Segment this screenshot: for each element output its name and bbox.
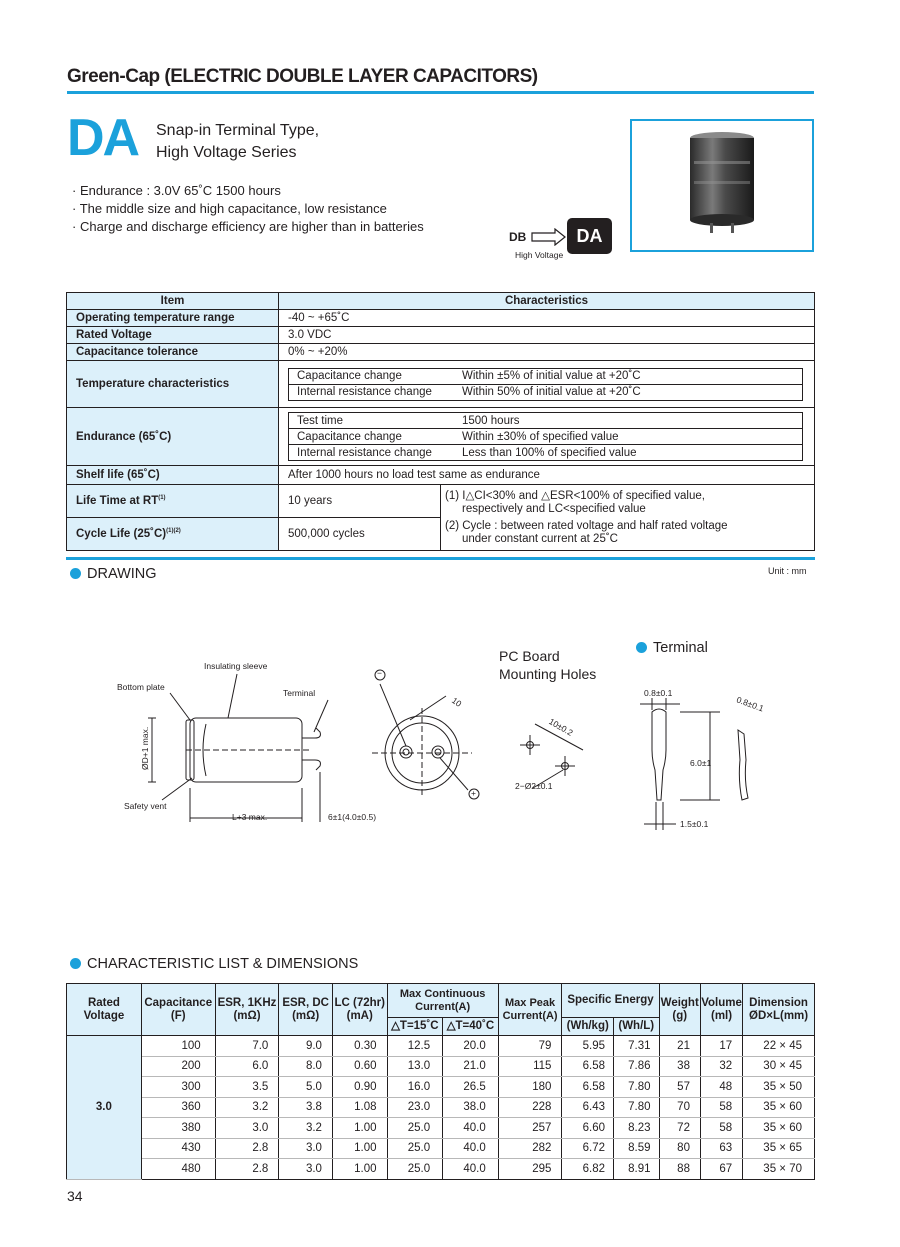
table-cell: 3.2 bbox=[279, 1118, 333, 1139]
feature-item: · The middle size and high capacitance, low resistance bbox=[72, 200, 424, 218]
lineage-note: High Voltage bbox=[515, 250, 564, 260]
table-cell: 3.2 bbox=[215, 1097, 279, 1118]
sub-value: Less than 100% of specified value bbox=[454, 445, 803, 461]
table-cell: 7.86 bbox=[614, 1056, 660, 1077]
bullet-dot-icon bbox=[70, 958, 81, 969]
series-badge: DA bbox=[567, 218, 612, 254]
col-dt15: △T=15˚C bbox=[387, 1018, 443, 1036]
table-cell: 3.8 bbox=[279, 1097, 333, 1118]
bullet-dot-icon bbox=[636, 642, 647, 653]
spec-label bbox=[67, 518, 279, 551]
table-cell: 9.0 bbox=[279, 1036, 333, 1057]
table-cell: 58 bbox=[700, 1118, 742, 1139]
table-cell: 70 bbox=[659, 1097, 700, 1118]
col-label: ESR, DC bbox=[282, 996, 329, 1009]
table-cell: 7.80 bbox=[614, 1077, 660, 1098]
sub-label: Internal resistance change bbox=[289, 445, 455, 461]
footnotes bbox=[441, 485, 815, 550]
table-cell: 32 bbox=[700, 1056, 742, 1077]
note-1b: respectively and LC<specified value bbox=[462, 502, 646, 515]
list-title-text: CHARACTERISTIC LIST & DIMENSIONS bbox=[87, 956, 359, 972]
series-description bbox=[156, 120, 319, 164]
life-subtable bbox=[67, 485, 814, 550]
product-photo bbox=[630, 119, 814, 252]
table-cell: 0.30 bbox=[332, 1036, 387, 1057]
table-cell: 13.0 bbox=[387, 1056, 443, 1077]
table-cell: 38.0 bbox=[443, 1097, 499, 1118]
table-cell: 35 × 70 bbox=[743, 1159, 815, 1180]
insulating-sleeve-label: Insulating sleeve bbox=[204, 661, 268, 671]
pcb-title-line-1: PC Board bbox=[499, 648, 560, 664]
table-cell: 26.5 bbox=[443, 1077, 499, 1098]
table-cell: 6.58 bbox=[562, 1077, 614, 1098]
page-title: Green-Cap (ELECTRIC DOUBLE LAYER CAPACITORS) bbox=[67, 66, 538, 87]
life-label: Life Time at RT bbox=[76, 495, 159, 507]
col-unit: (mΩ) bbox=[233, 1009, 261, 1022]
table-cell: 6.72 bbox=[562, 1138, 614, 1159]
table-cell: 30 × 45 bbox=[743, 1056, 815, 1077]
minus-sign: − bbox=[377, 668, 382, 678]
table-cell: 300 bbox=[141, 1077, 215, 1098]
table-cell: 295 bbox=[498, 1159, 562, 1180]
table-cell: 7.0 bbox=[215, 1036, 279, 1057]
table-cell: 3.0 bbox=[215, 1118, 279, 1139]
table-cell: 282 bbox=[498, 1138, 562, 1159]
feature-item: · Charge and discharge efficiency are higher than in batteries bbox=[72, 218, 424, 236]
table-cell: 6.60 bbox=[562, 1118, 614, 1139]
table-cell: 12.5 bbox=[387, 1036, 443, 1057]
table-cell: 40.0 bbox=[443, 1118, 499, 1139]
table-cell: 380 bbox=[141, 1118, 215, 1139]
pcb-pitch-label: 10±0.2 bbox=[547, 716, 575, 738]
spec-value bbox=[279, 361, 815, 408]
table-cell: 38 bbox=[659, 1056, 700, 1077]
table-cell: 1.00 bbox=[332, 1138, 387, 1159]
terminal-base-label: 1.5±0.1 bbox=[680, 819, 709, 829]
col-unit: ØD×L(mm) bbox=[749, 1009, 809, 1022]
bottom-plate-label: Bottom plate bbox=[117, 682, 165, 692]
sub-value: 1500 hours bbox=[454, 413, 803, 429]
lead-length-label: 6±1(4.0±0.5) bbox=[328, 812, 377, 822]
sub-value: Within ±30% of specified value bbox=[454, 429, 803, 445]
table-cell: 257 bbox=[498, 1118, 562, 1139]
table-cell: 67 bbox=[700, 1159, 742, 1180]
col-capacitance bbox=[141, 984, 215, 1036]
col-header-characteristics: Characteristics bbox=[279, 293, 815, 310]
table-row bbox=[67, 1077, 815, 1098]
spec-value: -40 ~ +65˚C bbox=[279, 310, 815, 327]
temp-char-subtable bbox=[288, 368, 803, 401]
table-row bbox=[67, 1138, 815, 1159]
table-cell: 180 bbox=[498, 1077, 562, 1098]
table-cell: 40.0 bbox=[443, 1138, 499, 1159]
table-row bbox=[67, 1097, 815, 1118]
endurance-subtable bbox=[288, 412, 803, 461]
spec-label: Operating temperature range bbox=[67, 310, 279, 327]
col-esr-1k bbox=[215, 984, 279, 1036]
spec-table bbox=[66, 292, 815, 551]
spec-label: Rated Voltage bbox=[67, 327, 279, 344]
page-number: 34 bbox=[67, 1188, 83, 1204]
table-cell: 8.59 bbox=[614, 1138, 660, 1159]
table-rule bbox=[66, 557, 815, 560]
table-cell: 5.0 bbox=[279, 1077, 333, 1098]
table-cell: 480 bbox=[141, 1159, 215, 1180]
col-esr-dc bbox=[279, 984, 333, 1036]
series-line-1: Snap-in Terminal Type, bbox=[156, 122, 320, 139]
col-wh-l: (Wh/L) bbox=[614, 1018, 660, 1036]
table-cell: 48 bbox=[700, 1077, 742, 1098]
spec-value: 500,000 cycles bbox=[279, 518, 441, 551]
col-dimension bbox=[743, 984, 815, 1036]
characteristic-table bbox=[66, 983, 815, 1180]
table-cell: 8.91 bbox=[614, 1159, 660, 1180]
col-dt40: △T=40˚C bbox=[443, 1018, 499, 1036]
spec-value: After 1000 hours no load test same as endurance bbox=[279, 466, 815, 485]
table-cell: 3.0 bbox=[279, 1159, 333, 1180]
col-label: LC (72hr) bbox=[334, 996, 385, 1009]
table-cell: 58 bbox=[700, 1097, 742, 1118]
table-cell: 8.0 bbox=[279, 1056, 333, 1077]
table-cell: 63 bbox=[700, 1138, 742, 1159]
table-cell: 35 × 50 bbox=[743, 1077, 815, 1098]
bullet-dot-icon bbox=[70, 568, 81, 579]
drawing-section-title bbox=[70, 566, 157, 582]
length-label: L+3 max. bbox=[232, 812, 268, 822]
spec-label bbox=[67, 485, 279, 518]
table-cell: 25.0 bbox=[387, 1138, 443, 1159]
table-cell: 16.0 bbox=[387, 1077, 443, 1098]
col-unit: (F) bbox=[170, 1009, 186, 1022]
sub-label: Capacitance change bbox=[289, 429, 455, 445]
table-cell: 8.23 bbox=[614, 1118, 660, 1139]
rated-voltage-cell: 3.0 bbox=[67, 1036, 142, 1180]
table-cell: 200 bbox=[141, 1056, 215, 1077]
footnote-ref: (1)(2) bbox=[166, 528, 181, 535]
table-cell: 1.00 bbox=[332, 1159, 387, 1180]
feature-item: · Endurance : 3.0V 65˚C 1500 hours bbox=[72, 182, 424, 200]
terminal-width-label: 0.8±0.1 bbox=[644, 688, 673, 698]
sub-value: Within ±5% of initial value at +20˚C bbox=[454, 368, 803, 384]
table-cell: 3.0 bbox=[279, 1138, 333, 1159]
sub-value: Within 50% of initial value at +20˚C bbox=[454, 384, 803, 400]
table-cell: 7.80 bbox=[614, 1097, 660, 1118]
list-section-title bbox=[70, 956, 358, 972]
col-header-item: Item bbox=[67, 293, 279, 310]
sub-label: Test time bbox=[289, 413, 455, 429]
series-line-2: High Voltage Series bbox=[156, 144, 297, 161]
plus-sign: + bbox=[471, 788, 476, 798]
table-cell: 80 bbox=[659, 1138, 700, 1159]
table-cell: 5.95 bbox=[562, 1036, 614, 1057]
footnote-ref: (1) bbox=[158, 495, 166, 502]
table-row bbox=[67, 1056, 815, 1077]
table-cell: 20.0 bbox=[443, 1036, 499, 1057]
col-unit: (ml) bbox=[710, 1009, 733, 1022]
arrow-right-icon bbox=[531, 228, 567, 246]
table-cell: 17 bbox=[700, 1036, 742, 1057]
col-label: Capacitance bbox=[144, 996, 213, 1009]
table-cell: 228 bbox=[498, 1097, 562, 1118]
col-rated-voltage: Rated Voltage bbox=[67, 984, 142, 1036]
col-unit: (mA) bbox=[346, 1009, 373, 1022]
terminal-title-text: Terminal bbox=[653, 640, 708, 656]
table-row bbox=[67, 1159, 815, 1180]
table-cell: 430 bbox=[141, 1138, 215, 1159]
sub-label: Capacitance change bbox=[289, 368, 455, 384]
table-cell: 115 bbox=[498, 1056, 562, 1077]
col-unit: (mΩ) bbox=[292, 1009, 320, 1022]
spec-value: 10 years bbox=[279, 485, 441, 518]
series-code: DA bbox=[67, 109, 139, 167]
spec-label: Temperature characteristics bbox=[67, 361, 279, 408]
table-cell: 21.0 bbox=[443, 1056, 499, 1077]
spec-value bbox=[279, 408, 815, 466]
col-wh-kg: (Wh/kg) bbox=[562, 1018, 614, 1036]
lineage-from: DB bbox=[509, 230, 527, 244]
unit-label: Unit : mm bbox=[768, 566, 807, 576]
col-max-continuous: Max Continuous Current(A) bbox=[387, 984, 498, 1018]
pcb-title bbox=[499, 647, 596, 683]
table-cell: 79 bbox=[498, 1036, 562, 1057]
table-cell: 25.0 bbox=[387, 1118, 443, 1139]
sub-label: Internal resistance change bbox=[289, 384, 455, 400]
table-cell: 25.0 bbox=[387, 1159, 443, 1180]
feature-list bbox=[72, 182, 424, 236]
safety-vent-label: Safety vent bbox=[124, 801, 167, 811]
diameter-label: ØD+1 max. bbox=[140, 726, 150, 770]
table-cell: 6.0 bbox=[215, 1056, 279, 1077]
terminal-label: Terminal bbox=[283, 688, 316, 698]
table-cell: 360 bbox=[141, 1097, 215, 1118]
table-cell: 6.58 bbox=[562, 1056, 614, 1077]
capacitor-outline-drawing bbox=[110, 660, 510, 840]
spec-value: 3.0 VDC bbox=[279, 327, 815, 344]
cycle-label: Cycle Life (25˚C) bbox=[76, 528, 167, 540]
table-cell: 22 × 45 bbox=[743, 1036, 815, 1057]
table-cell: 3.5 bbox=[215, 1077, 279, 1098]
table-cell: 40.0 bbox=[443, 1159, 499, 1180]
col-label: ESR, 1KHz bbox=[217, 996, 277, 1009]
capacitor-photo-icon bbox=[632, 121, 812, 250]
table-row bbox=[67, 1118, 815, 1139]
col-label: Dimension bbox=[749, 996, 808, 1009]
col-unit: (g) bbox=[672, 1009, 688, 1022]
pitch-label: 10 bbox=[449, 695, 464, 709]
spec-label: Endurance (65˚C) bbox=[67, 408, 279, 466]
terminal-length-label: 6.0±1 bbox=[690, 758, 712, 768]
terminal-section-title bbox=[636, 640, 708, 656]
table-cell: 0.90 bbox=[332, 1077, 387, 1098]
table-cell: 57 bbox=[659, 1077, 700, 1098]
table-cell: 21 bbox=[659, 1036, 700, 1057]
table-cell: 2.8 bbox=[215, 1138, 279, 1159]
col-volume bbox=[700, 984, 742, 1036]
pcb-holes-label: 2−Ø2±0.1 bbox=[515, 781, 553, 791]
table-row bbox=[67, 1036, 815, 1057]
pcb-title-line-2: Mounting Holes bbox=[499, 666, 597, 682]
drawing-title-text: DRAWING bbox=[87, 566, 157, 582]
table-cell: 2.8 bbox=[215, 1159, 279, 1180]
note-2b: under constant current at 25˚C bbox=[462, 532, 618, 545]
col-label: Volume bbox=[701, 996, 742, 1009]
table-cell: 0.60 bbox=[332, 1056, 387, 1077]
table-cell: 100 bbox=[141, 1036, 215, 1057]
table-cell: 7.31 bbox=[614, 1036, 660, 1057]
table-cell: 35 × 60 bbox=[743, 1097, 815, 1118]
spec-value: 0% ~ +20% bbox=[279, 344, 815, 361]
table-cell: 1.00 bbox=[332, 1118, 387, 1139]
col-label: Weight bbox=[660, 996, 699, 1009]
table-cell: 6.43 bbox=[562, 1097, 614, 1118]
col-lc bbox=[332, 984, 387, 1036]
spec-label: Capacitance tolerance bbox=[67, 344, 279, 361]
table-cell: 23.0 bbox=[387, 1097, 443, 1118]
table-cell: 88 bbox=[659, 1159, 700, 1180]
col-weight bbox=[659, 984, 700, 1036]
spec-label: Shelf life (65˚C) bbox=[67, 466, 279, 485]
note-1a: (1) I△CI<30% and △ESR<100% of specified value, bbox=[445, 489, 705, 502]
col-max-peak: Max Peak Current(A) bbox=[498, 984, 562, 1036]
table-cell: 6.82 bbox=[562, 1159, 614, 1180]
table-cell: 35 × 60 bbox=[743, 1118, 815, 1139]
note-2a: (2) Cycle : between rated voltage and half rated voltage bbox=[445, 519, 728, 532]
title-rule bbox=[67, 91, 814, 94]
table-cell: 1.08 bbox=[332, 1097, 387, 1118]
table-cell: 35 × 65 bbox=[743, 1138, 815, 1159]
table-cell: 72 bbox=[659, 1118, 700, 1139]
terminal-width2-label: 0.8±0.1 bbox=[735, 694, 766, 714]
col-specific-energy: Specific Energy bbox=[562, 984, 659, 1018]
